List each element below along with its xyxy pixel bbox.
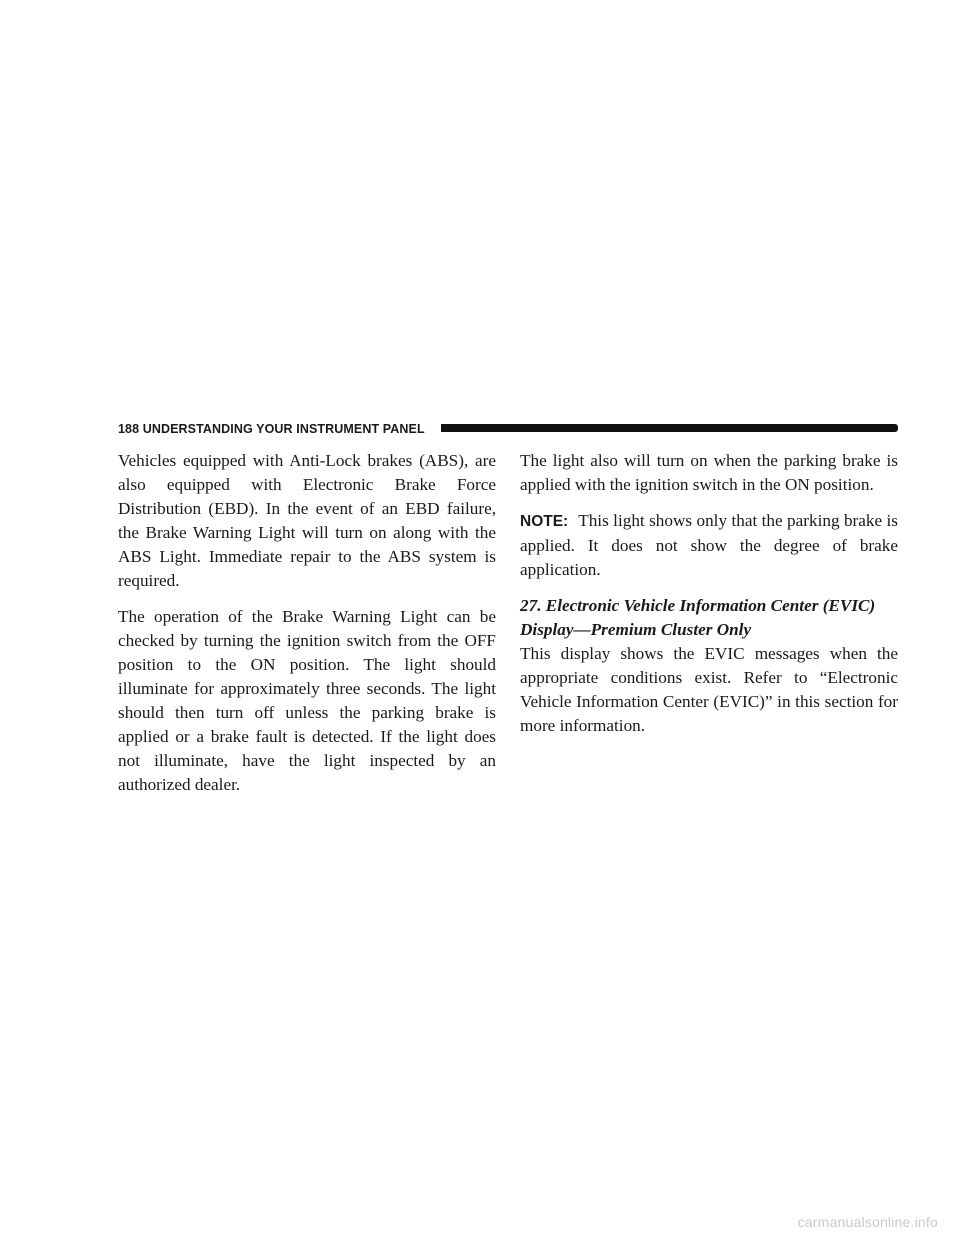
page-header (118, 419, 898, 439)
paragraph-brake-warning-check: The operation of the Brake Warning Light can be checked by turning the ignition switch from the OFF position to the ON position. The light should illuminate for approximately three seconds. The light should then turn off unless the parking brake is applied or a brake fault is detected. If the light does not illuminate, have the light inspected by an authorized dealer. (118, 607, 496, 794)
section-subhead-line1: 27. Electronic Vehicle Information Center (EVIC) (520, 596, 876, 615)
paragraph-ebd: Vehicles equipped with Anti-Lock brakes (ABS), are also equipped with Electronic Brake Force Distribution (EBD). In the event of an EBD failure, the Brake Warning Light will turn on along with the ABS Light. Immediate repair to the ABS system is required. (118, 451, 496, 590)
header-rule (441, 424, 898, 432)
note-paragraph (520, 509, 898, 582)
section-subhead-line2: Display—Premium Cluster Only (520, 620, 752, 639)
paragraph-evic: This display shows the EVIC messages when the appropriate conditions exist. Refer to “Electronic Vehicle Information Center (EVIC)” in this section for more information. (520, 644, 898, 735)
note-text: This light shows only that the parking brake is applied. It does not show the degree of brake application. (520, 511, 898, 579)
left-column (118, 449, 496, 809)
watermark-text: carmanualsonline.info (797, 1214, 938, 1230)
page-title: 188 UNDERSTANDING YOUR INSTRUMENT PANEL (118, 422, 425, 436)
paragraph-parking-brake: The light also will turn on when the parking brake is applied with the ignition switch in the ON position. (520, 451, 898, 494)
right-column (520, 449, 898, 750)
note-label: NOTE: (520, 513, 569, 530)
